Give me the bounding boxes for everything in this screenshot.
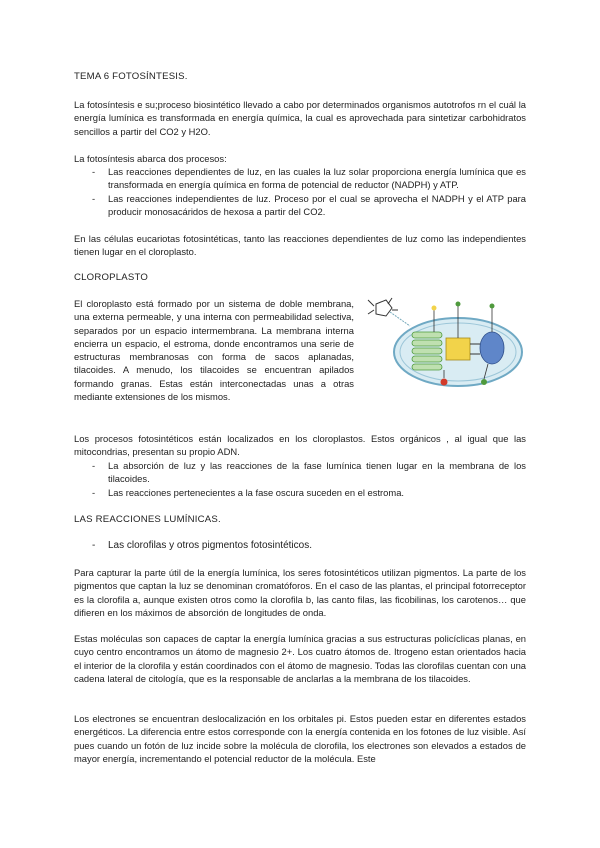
pigments-subheading-list [74, 539, 526, 552]
paragraph-molecules: Estas moléculas son capaces de captar la energía lumínica gracias a sus estructuras policíclicas planas, en cuyo centro encontramos un átomo de magnesio 2+. Los cuatro átomos de. Itrogeno estan orientados hacia el interior de la clorofila y están coordinados con el átomo de magnesio. Todas las clorofilas cuentan con una cadena lateral de citología, que es la responsable de anclarlas a la membrana de los tilacoides. [74, 633, 526, 684]
bullet-dash: - [92, 166, 96, 177]
bullet-dash: - [92, 486, 96, 498]
calvin-cycle-icon [480, 332, 504, 364]
paragraph-processes-intro: La fotosíntesis abarca dos procesos: [74, 153, 227, 164]
list-item: - Las reacciones dependientes de luz, en las cuales la luz solar proporciona energía lumínica que es transformada en energía química en forma de potencial de reductor (NADPH) y ATP. [92, 166, 526, 191]
paragraph-electrons: Los electrones se encuentran deslocalización en los orbitales pi. Estos pueden estar en diferentes estados energéticos. La diferencia entre estos corresponde con la energía contenida en los fotones de luz visible. Así pues cuando un fotón de luz incide sobre la molécula de clorofila, los electrones son elevados a estados de mayor energía, incrementando el potencial reductor de la molécula. Este [74, 713, 526, 764]
bullet-dash: - [92, 192, 96, 204]
list-item: - Las clorofilas y otros pigmentos fotosintéticos. [92, 540, 312, 551]
paragraph-eukaryotes: En las células eucariotas fotosintéticas, tanto las reacciones dependientes de luz como las independientes tienen lugar en el cloroplasto. [74, 233, 526, 258]
heading-reacciones-luminicas: LAS REACCIONES LUMÍNICAS. [74, 514, 221, 525]
thylakoid-stack [412, 332, 442, 370]
oxygen-icon [441, 379, 448, 386]
paragraph-chloroplast-structure: El cloroplasto está formado por un sistema de doble membrana, una externa permeable, y una interna con permeabilidad selectiva, separados por un espacio intermembrana. La membrana interna encierra un espacio, el estroma, donde encontramos una serie de estructuras membranosas con forma de sacos aplanadas, tilacoides. A menudo, los tilacoides se encuentran apilados formando granas. Estas están interconectadas unas a otras mediante extensiones de los mismos. [74, 298, 354, 403]
processes-list [74, 165, 526, 218]
heading-cloroplasto: CLOROPLASTO [74, 272, 148, 283]
heading-tema6: TEMA 6 FOTOSÍNTESIS. [74, 71, 188, 82]
chloroplast-diagram [362, 296, 524, 392]
bullet-dash: - [92, 540, 96, 551]
light-reactions-box [446, 338, 470, 360]
list-item: - Las reacciones independientes de luz. Proceso por el cual se aprovecha el NADPH y el ATP para producir monosacáridos de hexosa a partir del CO2. [92, 192, 526, 217]
photon-sun-icon [368, 298, 398, 316]
list-item: - La absorción de luz y las reacciones de la fase lumínica tienen lugar en la membrana de los tilacoides. [92, 460, 526, 485]
list-item: - Las reacciones pertenecientes a la fase oscura suceden en el estroma. [92, 486, 405, 498]
paragraph-photosynthetic-processes: Los procesos fotosintéticos están localizados en los cloroplastos. Estos orgánicos , al igual que las mitocondrias, presentan su propio ADN. [74, 433, 526, 458]
paragraph-pigments: Para capturar la parte útil de la energía lumínica, los seres fotosintéticos utilizan pigmentos. La parte de los pigmentos que captan la luz se denominan cromatóforos. En el caso de las plantas, el principal fotorreceptor es la clorofila a, aunque existen otros como la clorofila b, las canto filas, las ficobilinas, los carotenos… que difieren en los máximos de absorción de longitudes de onda. [74, 567, 526, 618]
paragraph-definition: La fotosíntesis e su;proceso biosintético llevado a cabo por determinados organismos autotrofos rn el cuál la energía lumínica es transformada en energía química, la cual es aprovechada para sintetizar carbohidratos sencillos a partir del CO2 y H2O. [74, 99, 526, 137]
location-list [74, 459, 526, 499]
bullet-dash: - [92, 460, 96, 471]
